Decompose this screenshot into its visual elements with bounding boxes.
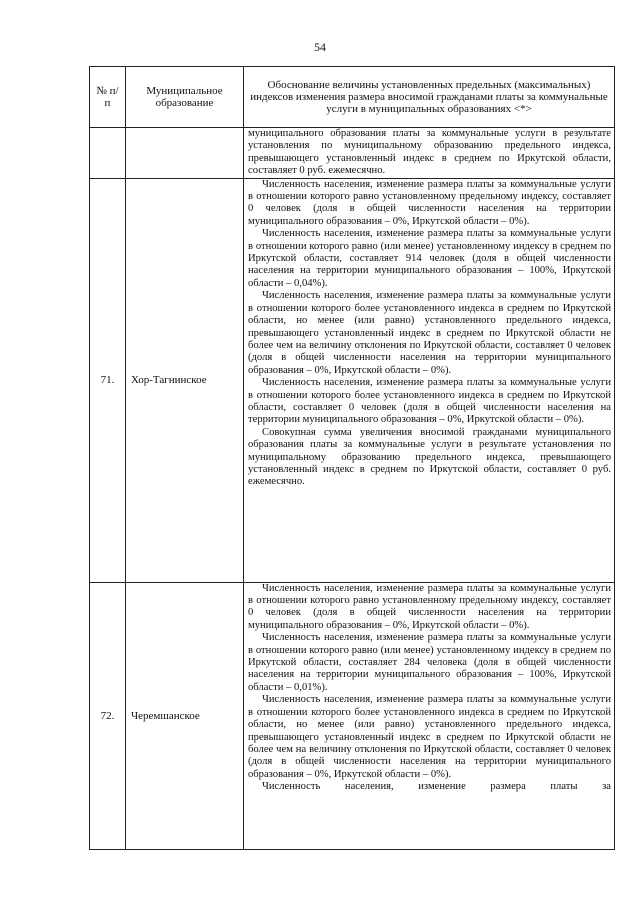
paragraph: Численность населения, изменение размера платы за коммунальные услуги в отношении которого более установленного индекса в среднем по Иркутской области, но менее (или равно) установленного предельного индекса, превышающего установленный индекс в среднем по Иркутской области не более чем на величину отклонения по Иркутской области, составляет 0 человек (доля в общей численности населения на территории муниципального образования – 0%, Иркутской области – 0%). xyxy=(248,290,611,376)
paragraph: Численность населения, изменение размера платы за коммунальные услуги в отношении которого равно (или менее) установленному индексу в среднем по Иркутской области, составляет 284 человека (доля в общей численности населения на территории муниципального образования – 100%, Иркутской области – 0,01%). xyxy=(248,632,611,693)
paragraph: Численность населения, изменение размера платы за коммунальные услуги в отношении которого равно установленному предельному индексу, составляет 0 человек (доля в общей численности населения на территории муниципального образования – 0%, Иркутской области – 0%). xyxy=(248,582,611,631)
justification-text xyxy=(244,582,615,849)
indices-table xyxy=(89,66,615,850)
table-row-continuation xyxy=(90,128,615,179)
paragraph: Численность населения, изменение размера платы за коммунальные услуги в отношении которого равно установленному предельному индексу, составляет 0 человек (доля в общей численности населения на территории муниципального образования – 0%, Иркутской области – 0%). xyxy=(248,178,611,227)
paragraph: Численность населения, изменение размера платы за коммунальные услуги в отношении которого равно (или менее) установленному индексу в среднем по Иркутской области, составляет 914 человек (доля в общей численности населения на территории муниципального образования – 100%, Иркутской области – 0,04%). xyxy=(248,228,611,289)
header-num: № п/п xyxy=(90,67,126,128)
municipality-name: Черемшанское xyxy=(126,582,244,849)
table-header-row xyxy=(90,67,615,128)
justification-text xyxy=(244,178,615,582)
header-justification: Обоснование величины установленных предельных (максимальных) индексов изменения размера вносимой гражданами платы за коммунальные услуги в муниципальных образованиях <*> xyxy=(244,67,615,128)
municipality-name: Хор-Тагнинское xyxy=(126,178,244,582)
cell-justification-continuation xyxy=(244,128,615,179)
paragraph: Численность населения, изменение размера платы за коммунальные услуги в отношении которого более установленного индекса в среднем по Иркутской области, составляет 0 человек (доля в общей численности населения на территории муниципального образования – 0%, Иркутской области – 0%). xyxy=(248,377,611,426)
cell-num-empty xyxy=(90,128,126,179)
paragraph: Совокупная сумма увеличения вносимой гражданами муниципального образования платы за коммунальные услуги в результате установления по муниципальному образованию предельного индекса, превышающего установленный индекс в среднем по Иркутской области, составляет 0 руб. ежемесячно. xyxy=(248,426,611,488)
paragraph: муниципального образования платы за коммунальные услуги в результате установления по муниципальному образованию предельного индекса, превышающего установленный индекс в среднем по Иркутской области, составляет 0 руб. ежемесячно. xyxy=(248,128,611,177)
cell-name-empty xyxy=(126,128,244,179)
row-number: 72. xyxy=(90,582,126,849)
paragraph: Численность населения, изменение размера платы за xyxy=(262,781,611,793)
paragraph: Численность населения, изменение размера платы за коммунальные услуги в отношении которого более установленного индекса в среднем по Иркутской области, но менее (или равно) установленного предельного индекса, превышающего установленный индекс в среднем по Иркутской области не более чем на величину отклонения по Иркутской области, составляет 0 человек (доля в общей численности населения на территории муниципального образования – 0%, Иркутской области – 0%). xyxy=(248,694,611,780)
page-number: 54 xyxy=(314,40,326,54)
header-municipality: Муниципальное образование xyxy=(126,67,244,128)
table-row xyxy=(90,178,615,582)
table-row xyxy=(90,582,615,849)
row-number: 71. xyxy=(90,178,126,582)
